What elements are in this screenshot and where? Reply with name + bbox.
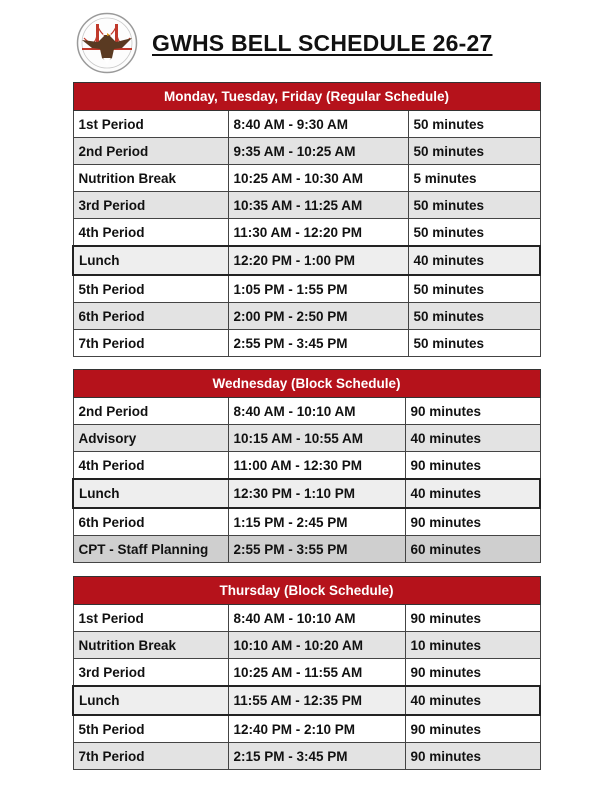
duration-cell: 90 minutes (405, 452, 540, 480)
duration-cell: 5 minutes (408, 165, 540, 192)
time-cell: 10:25 AM - 11:55 AM (228, 659, 405, 687)
table-row (73, 165, 540, 192)
time-cell: 11:00 AM - 12:30 PM (228, 452, 405, 480)
staff-planning-row (73, 536, 540, 563)
time-cell: 10:35 AM - 11:25 AM (228, 192, 408, 219)
duration-cell: 50 minutes (408, 138, 540, 165)
regular-schedule-table (72, 82, 541, 357)
table-row (73, 275, 540, 303)
period-cell: Nutrition Break (73, 632, 228, 659)
lunch-row (73, 479, 540, 508)
time-cell: 1:15 PM - 2:45 PM (228, 508, 405, 536)
period-cell: 4th Period (73, 452, 228, 480)
duration-cell: 10 minutes (405, 632, 540, 659)
table-row (73, 425, 540, 452)
period-cell: Lunch (73, 686, 228, 715)
time-cell: 2:55 PM - 3:45 PM (228, 330, 408, 357)
duration-cell: 40 minutes (408, 246, 540, 275)
table-row (73, 632, 540, 659)
table-row (73, 715, 540, 743)
period-cell: CPT - Staff Planning (73, 536, 228, 563)
time-cell: 10:25 AM - 10:30 AM (228, 165, 408, 192)
table-row (73, 452, 540, 480)
period-cell: 2nd Period (73, 138, 228, 165)
duration-cell: 50 minutes (408, 330, 540, 357)
period-cell: 6th Period (73, 303, 228, 330)
thursday-schedule-table (72, 576, 541, 770)
time-cell: 12:40 PM - 2:10 PM (228, 715, 405, 743)
table-row (73, 398, 540, 425)
period-cell: 1st Period (73, 605, 228, 632)
eagle-bridge-logo-icon (76, 12, 138, 74)
time-cell: 12:20 PM - 1:00 PM (228, 246, 408, 275)
duration-cell: 90 minutes (405, 508, 540, 536)
time-cell: 12:30 PM - 1:10 PM (228, 479, 405, 508)
time-cell: 8:40 AM - 10:10 AM (228, 398, 405, 425)
period-cell: 3rd Period (73, 192, 228, 219)
duration-cell: 90 minutes (405, 659, 540, 687)
period-cell: 6th Period (73, 508, 228, 536)
time-cell: 11:55 AM - 12:35 PM (228, 686, 405, 715)
table-row (73, 303, 540, 330)
page-title: GWHS BELL SCHEDULE 26-27 (152, 30, 493, 56)
duration-cell: 40 minutes (405, 479, 540, 508)
time-cell: 9:35 AM - 10:25 AM (228, 138, 408, 165)
table-row (73, 138, 540, 165)
duration-cell: 40 minutes (405, 686, 540, 715)
duration-cell: 90 minutes (405, 398, 540, 425)
period-cell: 4th Period (73, 219, 228, 247)
lunch-row (73, 686, 540, 715)
period-cell: 5th Period (73, 275, 228, 303)
table-row (73, 508, 540, 536)
period-cell: 2nd Period (73, 398, 228, 425)
duration-cell: 90 minutes (405, 605, 540, 632)
table-row (73, 605, 540, 632)
time-cell: 2:15 PM - 3:45 PM (228, 743, 405, 770)
duration-cell: 50 minutes (408, 192, 540, 219)
table-heading: Monday, Tuesday, Friday (Regular Schedule) (73, 83, 540, 111)
wednesday-schedule-table (72, 369, 541, 563)
page-header (72, 10, 542, 76)
table-row (73, 111, 540, 138)
duration-cell: 50 minutes (408, 219, 540, 247)
duration-cell: 50 minutes (408, 303, 540, 330)
time-cell: 8:40 AM - 10:10 AM (228, 605, 405, 632)
time-cell: 2:55 PM - 3:55 PM (228, 536, 405, 563)
table-heading: Wednesday (Block Schedule) (73, 370, 540, 398)
duration-cell: 90 minutes (405, 743, 540, 770)
table-row (73, 219, 540, 247)
period-cell: Nutrition Break (73, 165, 228, 192)
time-cell: 8:40 AM - 9:30 AM (228, 111, 408, 138)
table-row (73, 743, 540, 770)
duration-cell: 50 minutes (408, 275, 540, 303)
table-row (73, 659, 540, 687)
table-heading: Thursday (Block Schedule) (73, 577, 540, 605)
period-cell: Advisory (73, 425, 228, 452)
time-cell: 10:15 AM - 10:55 AM (228, 425, 405, 452)
period-cell: 5th Period (73, 715, 228, 743)
duration-cell: 90 minutes (405, 715, 540, 743)
time-cell: 11:30 AM - 12:20 PM (228, 219, 408, 247)
period-cell: Lunch (73, 246, 228, 275)
duration-cell: 40 minutes (405, 425, 540, 452)
table-row (73, 330, 540, 357)
time-cell: 2:00 PM - 2:50 PM (228, 303, 408, 330)
time-cell: 1:05 PM - 1:55 PM (228, 275, 408, 303)
period-cell: Lunch (73, 479, 228, 508)
duration-cell: 50 minutes (408, 111, 540, 138)
duration-cell: 60 minutes (405, 536, 540, 563)
period-cell: 7th Period (73, 330, 228, 357)
time-cell: 10:10 AM - 10:20 AM (228, 632, 405, 659)
period-cell: 1st Period (73, 111, 228, 138)
period-cell: 7th Period (73, 743, 228, 770)
lunch-row (73, 246, 540, 275)
table-row (73, 192, 540, 219)
period-cell: 3rd Period (73, 659, 228, 687)
